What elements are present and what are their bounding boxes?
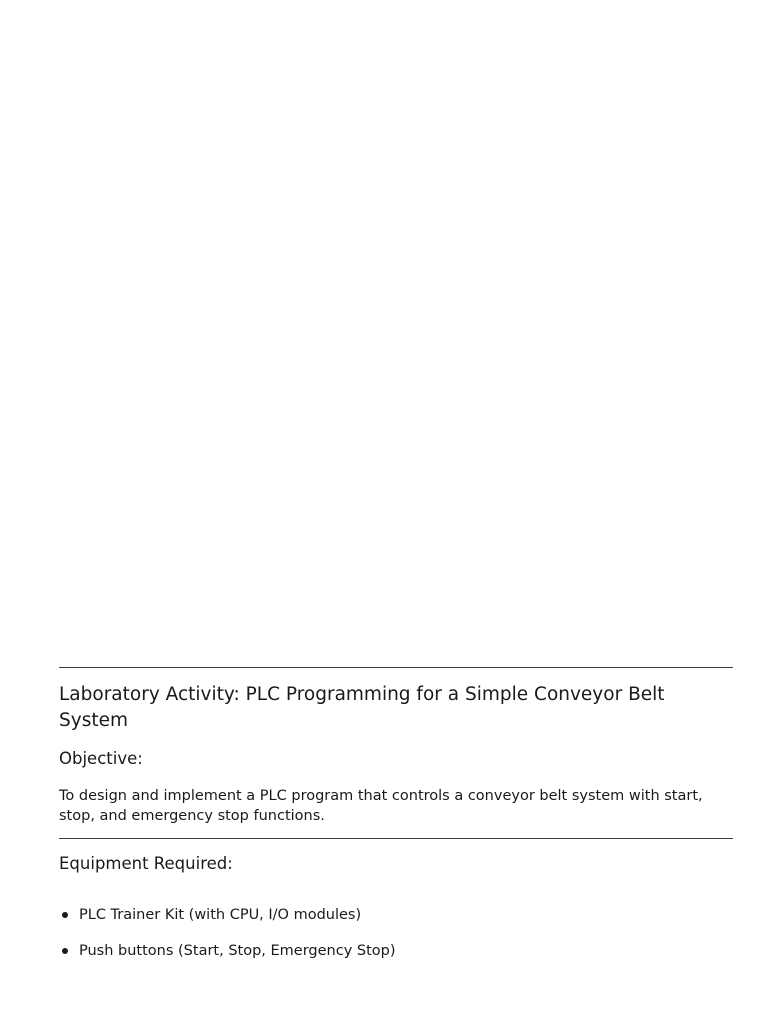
list-item <box>59 941 396 961</box>
bullet-icon <box>62 912 68 918</box>
section-divider <box>59 838 733 839</box>
objective-text: To design and implement a PLC program that controls a conveyor belt system with start, stop, and emergency stop functions. <box>59 788 703 824</box>
list-item-text: PLC Trainer Kit (with CPU, I/O modules) <box>79 907 362 923</box>
top-divider <box>59 667 733 668</box>
document-title: Laboratory Activity: PLC Programming for a Simple Conveyor Belt System <box>59 684 665 731</box>
equipment-heading: Equipment Required: <box>59 854 233 873</box>
bullet-icon <box>62 948 68 954</box>
list-item <box>59 905 396 925</box>
objective-heading: Objective: <box>59 749 143 768</box>
list-item-text: Push buttons (Start, Stop, Emergency Stop) <box>79 943 396 959</box>
equipment-list <box>59 905 396 977</box>
